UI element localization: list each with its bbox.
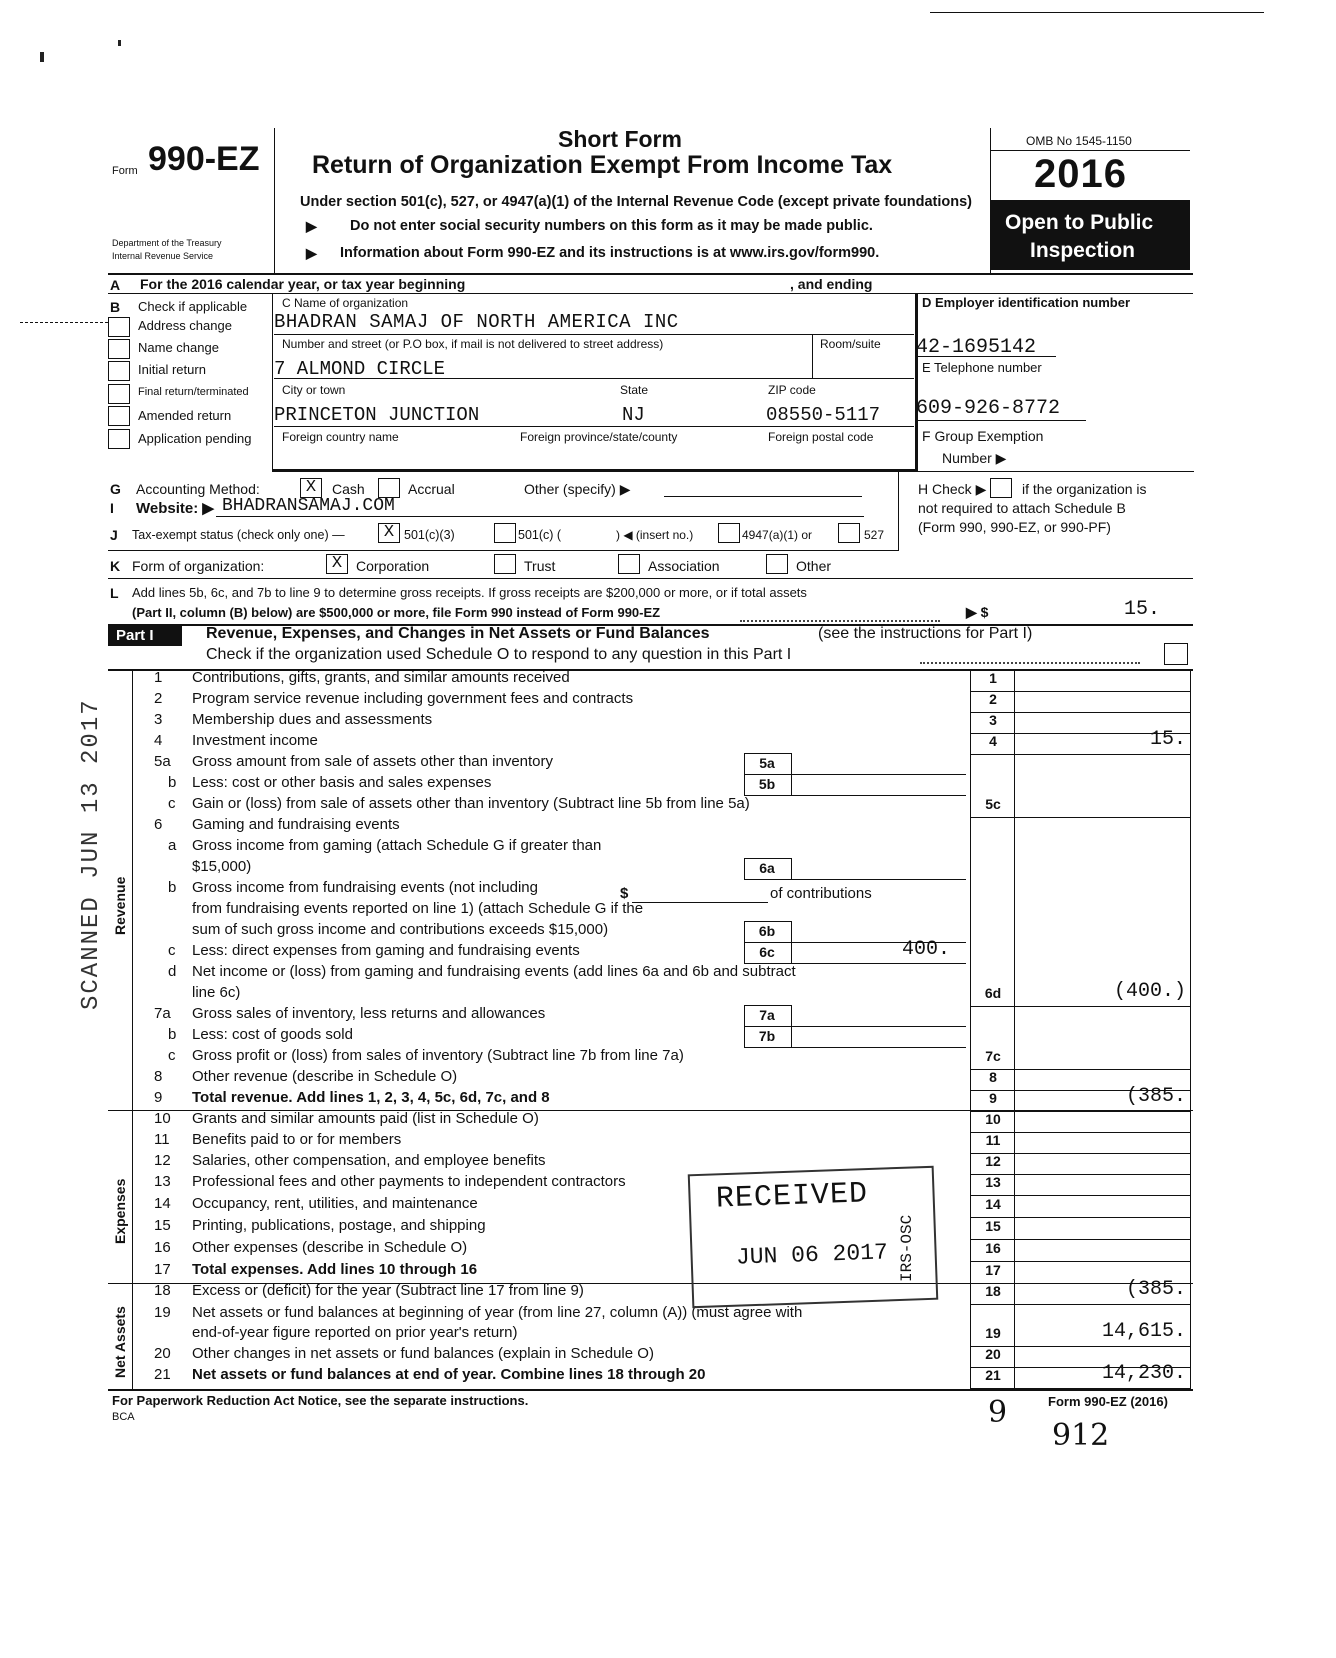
row-l-letter: L [110, 585, 119, 601]
title-main: Return of Organization Exempt From Income Tax [312, 151, 893, 179]
line-amount[interactable]: 15. [1149, 728, 1186, 751]
line-text: Other changes in net assets or fund balances (explain in Schedule O) [192, 1345, 654, 1362]
name-change-checkbox[interactable] [108, 339, 130, 359]
line-text: Investment income [192, 732, 318, 749]
line-text: Gain or (loss) from sale of assets other than inventory (Subtract line 5b from line 5a) [192, 795, 750, 812]
row-l-line2: (Part II, column (B) below) are $500,000 or more, file Form 990 instead of Form 990-EZ [132, 605, 661, 620]
line-sub-letter: c [168, 795, 176, 812]
527-checkbox[interactable] [838, 523, 860, 543]
bullet-1: Do not enter social security numbers on this form as it may be made public. [350, 218, 873, 234]
row-a-letter: A [110, 277, 121, 293]
initial-return-checkbox[interactable] [108, 361, 130, 381]
line-number: 3 [154, 711, 163, 728]
line-text: Printing, publications, postage, and shipping [192, 1217, 486, 1234]
side-label-expenses: Expenses [112, 1178, 128, 1244]
line-text: Occupancy, rent, utilities, and maintenance [192, 1195, 478, 1212]
501c-checkbox[interactable] [494, 523, 516, 543]
line-sub-letter: d [168, 963, 177, 980]
group-exemption-label: F Group Exemption [922, 428, 1044, 444]
line-sub-letter: c [168, 942, 176, 959]
row-l-line1: Add lines 5b, 6c, and 7b to line 9 to determine gross receipts. If gross receipts are $200,000 or more, or if total assets [132, 585, 807, 600]
corporation-label: Corporation [356, 558, 430, 574]
527-label: 527 [864, 528, 885, 542]
line-number: 10 [154, 1110, 171, 1127]
state-label: State [620, 383, 649, 397]
bullet-arrow-1: ▶ [306, 218, 317, 234]
line-number: 18 [154, 1282, 171, 1299]
line-box-number: 13 [985, 1174, 1001, 1190]
inner-box-label: 6c [759, 944, 775, 960]
line-box-number: 11 [985, 1132, 1001, 1148]
scan-mark [118, 40, 121, 46]
row-a-ending: , and ending [790, 276, 873, 292]
omb-number: OMB No 1545-1150 [1026, 134, 1132, 148]
line-text: $15,000) [192, 858, 252, 875]
row-g-letter: G [110, 481, 121, 497]
stamp-date: JUN 06 2017 [735, 1239, 889, 1271]
line-number: 12 [154, 1152, 171, 1169]
line-divider [970, 1304, 1190, 1305]
line-text: from fundraising events reported on line 1) (attach Schedule G if the [192, 900, 644, 917]
line-text: Professional fees and other payments to independent contractors [192, 1173, 626, 1190]
line-text: end-of-year figure reported on prior year's return) [192, 1324, 518, 1341]
ein-field[interactable]: 42-1695142 [916, 336, 1037, 359]
line-text: Net assets or fund balances at beginning of year (from line 27, column (A)) (must agree with [192, 1304, 803, 1321]
trust-checkbox[interactable] [494, 554, 516, 574]
line-text: Excess or (deficit) for the year (Subtract line 17 from line 9) [192, 1282, 584, 1299]
foreign-postal-label: Foreign postal code [768, 430, 874, 444]
row-k-letter: K [110, 558, 121, 574]
line-number: 13 [154, 1173, 171, 1190]
zip-field[interactable]: 08550-5117 [766, 404, 881, 426]
row-j-letter: J [110, 527, 118, 543]
501c3-label: 501(c)(3) [404, 528, 455, 542]
application-pending-checkbox[interactable] [108, 429, 130, 449]
inner-box-label: 6b [758, 923, 776, 939]
state-field[interactable]: NJ [622, 404, 645, 426]
cash-label: Cash [332, 481, 365, 497]
line-box-number: 6d [984, 985, 1002, 1001]
line-text: Program service revenue including government fees and contracts [192, 690, 634, 707]
line-number: 15 [154, 1217, 171, 1234]
final-return-checkbox[interactable] [108, 384, 130, 404]
footer-form-ref: Form 990-EZ (2016) [1048, 1394, 1168, 1409]
part-i-title: Revenue, Expenses, and Changes in Net Assets or Fund Balances [206, 625, 710, 642]
title-short: Short Form [558, 126, 682, 152]
accrual-label: Accrual [408, 481, 455, 497]
line-text: Less: cost of goods sold [192, 1026, 353, 1043]
phone-label: E Telephone number [922, 360, 1042, 375]
line-box-number: 20 [985, 1346, 1001, 1362]
org-name-field[interactable]: BHADRAN SAMAJ OF NORTH AMERICA INC [274, 311, 679, 333]
line-box-number: 14 [985, 1196, 1001, 1212]
line-box-number: 18 [985, 1283, 1001, 1299]
line-text: Other expenses (describe in Schedule O) [192, 1239, 468, 1256]
line-text: Gaming and fundraising events [192, 816, 400, 833]
schedule-b-checkbox[interactable] [990, 478, 1012, 498]
line-number: 17 [154, 1261, 171, 1278]
association-checkbox[interactable] [618, 554, 640, 574]
line-amount[interactable]: (385. [1125, 1278, 1186, 1301]
check-h-label: H Check ▶ [918, 481, 987, 497]
line-sub-letter: c [168, 1047, 176, 1064]
gross-receipts-value[interactable]: 15. [1124, 598, 1161, 621]
website-field[interactable]: BHADRANSAMAJ.COM [222, 496, 395, 516]
city-label: City or town [282, 383, 346, 397]
schedule-o-checkbox[interactable] [1164, 643, 1188, 665]
dept-line-1: Department of the Treasury [112, 238, 222, 248]
phone-field[interactable]: 609-926-8772 [916, 397, 1061, 420]
line-text: Benefits paid to or for members [192, 1131, 402, 1148]
part-i-check-line: Check if the organization used Schedule O to respond to any question in this Part I [206, 646, 792, 663]
address-change-checkbox[interactable] [108, 317, 130, 337]
line-box-number: 3 [989, 712, 997, 728]
check-h-text3: (Form 990, 990-EZ, or 990-PF) [918, 519, 1111, 535]
dollar-sign: $ [620, 885, 629, 902]
dept-line-2: Internal Revenue Service [112, 251, 214, 261]
line-number: 4 [154, 732, 163, 749]
501c-label: 501(c) ( [518, 528, 562, 542]
4947-checkbox[interactable] [718, 523, 740, 543]
stamp-received: RECEIVED [715, 1177, 869, 1217]
line-amount[interactable]: 14,615. [1101, 1320, 1186, 1343]
check-h-text1: if the organization is [1022, 481, 1147, 497]
inner-box-label: 7a [759, 1007, 775, 1023]
501c3-checkbox[interactable]: X [378, 523, 400, 543]
line-number: 7a [154, 1005, 171, 1022]
group-exemption-number: Number ▶ [942, 450, 1007, 466]
ein-label: D Employer identification number [922, 295, 1131, 310]
inner-box-label: 5b [758, 776, 776, 792]
application-pending-label: Application pending [138, 431, 252, 446]
line-text: Contributions, gifts, grants, and similar amounts received [192, 669, 570, 686]
line-text: Salaries, other compensation, and employee benefits [192, 1152, 546, 1169]
name-change-label: Name change [138, 340, 219, 355]
line-text: Total expenses. Add lines 10 through 16 [192, 1261, 478, 1278]
line-divider [970, 1388, 1190, 1389]
line-box-number: 8 [989, 1069, 997, 1085]
form-number: 990-EZ [148, 140, 260, 178]
bca-label: BCA [112, 1411, 135, 1423]
city-field[interactable]: PRINCETON JUNCTION [274, 404, 480, 426]
inner-value-line [792, 1026, 966, 1027]
website-label: Website: ▶ [136, 500, 214, 517]
line-box-number: 4 [989, 733, 997, 749]
line-number: 6 [154, 816, 163, 833]
scanned-stamp: SCANNED JUN 13 2017 [78, 698, 105, 1010]
line-number: 21 [154, 1366, 171, 1383]
line-amount[interactable]: (400.) [1113, 980, 1186, 1003]
line-text: Gross amount from sale of assets other than inventory [192, 753, 554, 770]
other-specify-label: Other (specify) ▶ [524, 481, 631, 497]
bullet-arrow-2: ▶ [306, 245, 317, 261]
street-field[interactable]: 7 ALMOND CIRCLE [274, 358, 446, 380]
line-text: Gross sales of inventory, less returns and allowances [192, 1005, 546, 1022]
line-text: Net income or (loss) from gaming and fundraising events (add lines 6a and 6b and subtract [192, 963, 796, 980]
line-box-number: 17 [985, 1262, 1001, 1278]
line-text: Grants and similar amounts paid (list in Schedule O) [192, 1110, 539, 1127]
line-number: 2 [154, 690, 163, 707]
row-a-text: For the 2016 calendar year, or tax year beginning [140, 276, 466, 292]
line-number: 1 [154, 669, 163, 686]
inner-value-line [792, 795, 966, 796]
side-label-revenue: Revenue [112, 876, 128, 935]
line-divider [970, 817, 1190, 818]
other-org-checkbox[interactable] [766, 554, 788, 574]
inner-box-label: 5a [759, 755, 775, 771]
line-box-number: 1 [989, 670, 997, 686]
inner-box-label: 7b [758, 1028, 776, 1044]
accrual-checkbox[interactable] [378, 478, 400, 498]
row-b-letter: B [110, 299, 121, 315]
association-label: Association [648, 558, 720, 574]
line-text: Membership dues and assessments [192, 711, 433, 728]
handwritten-note-2: 912 [1052, 1418, 1110, 1453]
line-box-number: 16 [985, 1240, 1001, 1256]
line-number: 19 [154, 1304, 171, 1321]
corporation-checkbox[interactable]: X [326, 554, 348, 574]
4947-label: 4947(a)(1) or [742, 528, 813, 542]
handwritten-note-1: 9 [988, 1395, 1008, 1430]
line-box-number: 9 [989, 1090, 997, 1106]
line-box-number: 21 [985, 1367, 1001, 1383]
cash-checkbox[interactable]: X [300, 478, 322, 498]
line-text: Less: direct expenses from gaming and fundraising events [192, 942, 580, 959]
line-text: Gross income from gaming (attach Schedule G if greater than [192, 837, 602, 854]
check-h-text2: not required to attach Schedule B [918, 500, 1126, 516]
street-label: Number and street (or P.O box, if mail is not delivered to street address) [282, 337, 664, 351]
line-divider [970, 754, 1190, 755]
line-text: Net assets or fund balances at end of year. Combine lines 18 through 20 [192, 1366, 706, 1383]
line-number: 16 [154, 1239, 171, 1256]
line-sub-letter: b [168, 774, 177, 791]
inner-value-line [792, 774, 966, 775]
open-public-line2: Inspection [1030, 239, 1136, 262]
tax-year: 2016 [1034, 152, 1127, 196]
line-number: 14 [154, 1195, 171, 1212]
open-public-line1: Open to Public [1005, 211, 1154, 234]
zip-label: ZIP code [768, 383, 816, 397]
insert-no-label: ) ◀ (insert no.) [616, 528, 694, 542]
address-change-label: Address change [138, 318, 232, 333]
line-box-number: 2 [989, 691, 997, 707]
line-amount[interactable]: 14,230. [1101, 1362, 1186, 1385]
line-box-number: 15 [985, 1218, 1001, 1234]
room-suite-label: Room/suite [820, 337, 881, 351]
accounting-method-label: Accounting Method: [136, 481, 260, 497]
line-text: Other revenue (describe in Schedule O) [192, 1068, 458, 1085]
inner-value-line [792, 879, 966, 880]
scan-mark [40, 52, 44, 62]
row-i-letter: I [110, 500, 114, 516]
line-number: 11 [154, 1131, 170, 1148]
initial-return-label: Initial return [138, 362, 206, 377]
amended-return-label: Amended return [138, 408, 232, 423]
subtitle: Under section 501(c), 527, or 4947(a)(1) of the Internal Revenue Code (except private foundations) [300, 194, 972, 210]
bullet-2: Information about Form 990-EZ and its instructions is at www.irs.gov/form990. [340, 245, 880, 261]
org-name-label: C Name of organization [282, 296, 409, 310]
inner-box-label: 6a [759, 860, 775, 876]
line-box-number: 10 [985, 1111, 1001, 1127]
final-return-label: Final return/terminated [138, 386, 249, 398]
part-i-title-note: (see the instructions for Part I) [818, 625, 1033, 642]
inner-box-value[interactable]: 400. [902, 938, 951, 961]
line-text: Total revenue. Add lines 1, 2, 3, 4, 5c, 6d, 7c, and 8 [192, 1089, 550, 1106]
part-i-tag: Part I [116, 627, 154, 644]
line-number: 5a [154, 753, 171, 770]
of-contributions-label: of contributions [770, 885, 872, 902]
inner-value-line [792, 963, 966, 964]
line-text: Less: cost or other basis and sales expenses [192, 774, 492, 791]
amended-return-checkbox[interactable] [108, 406, 130, 426]
trust-label: Trust [524, 558, 556, 574]
form-of-org-label: Form of organization: [132, 558, 265, 574]
line-text: line 6c) [192, 984, 241, 1001]
line-box-number: 12 [985, 1153, 1001, 1169]
gross-receipts-arrow: ▶ $ [966, 604, 989, 620]
line-box-number: 19 [985, 1325, 1001, 1341]
tax-exempt-label: Tax-exempt status (check only one) — [132, 528, 345, 542]
line-number: 8 [154, 1068, 163, 1085]
line-amount[interactable]: (385. [1125, 1085, 1186, 1108]
line-sub-letter: b [168, 1026, 177, 1043]
line-text: Gross income from fundraising events (not including [192, 879, 538, 896]
line-sub-letter: b [168, 879, 177, 896]
foreign-country-label: Foreign country name [282, 430, 399, 444]
inner-value-line [792, 1047, 966, 1048]
line-box-number: 5c [985, 796, 1001, 812]
line-divider [970, 1006, 1190, 1007]
stamp-side: IRS-OSC [898, 1214, 916, 1282]
side-label-net-assets: Net Assets [112, 1306, 128, 1378]
other-org-label: Other [796, 558, 832, 574]
line-text: sum of such gross income and contributions exceeds $15,000) [192, 921, 609, 938]
check-if-applicable: Check if applicable [138, 299, 248, 314]
paperwork-notice: For Paperwork Reduction Act Notice, see the separate instructions. [112, 1393, 529, 1408]
line-text: Gross profit or (loss) from sales of inventory (Subtract line 7b from line 7a) [192, 1047, 684, 1064]
foreign-province-label: Foreign province/state/county [520, 430, 678, 444]
line-box-number: 7c [985, 1048, 1001, 1064]
line-number: 9 [154, 1089, 163, 1106]
line-sub-letter: a [168, 837, 177, 854]
line-number: 20 [154, 1345, 171, 1362]
form-word: Form [112, 165, 138, 177]
